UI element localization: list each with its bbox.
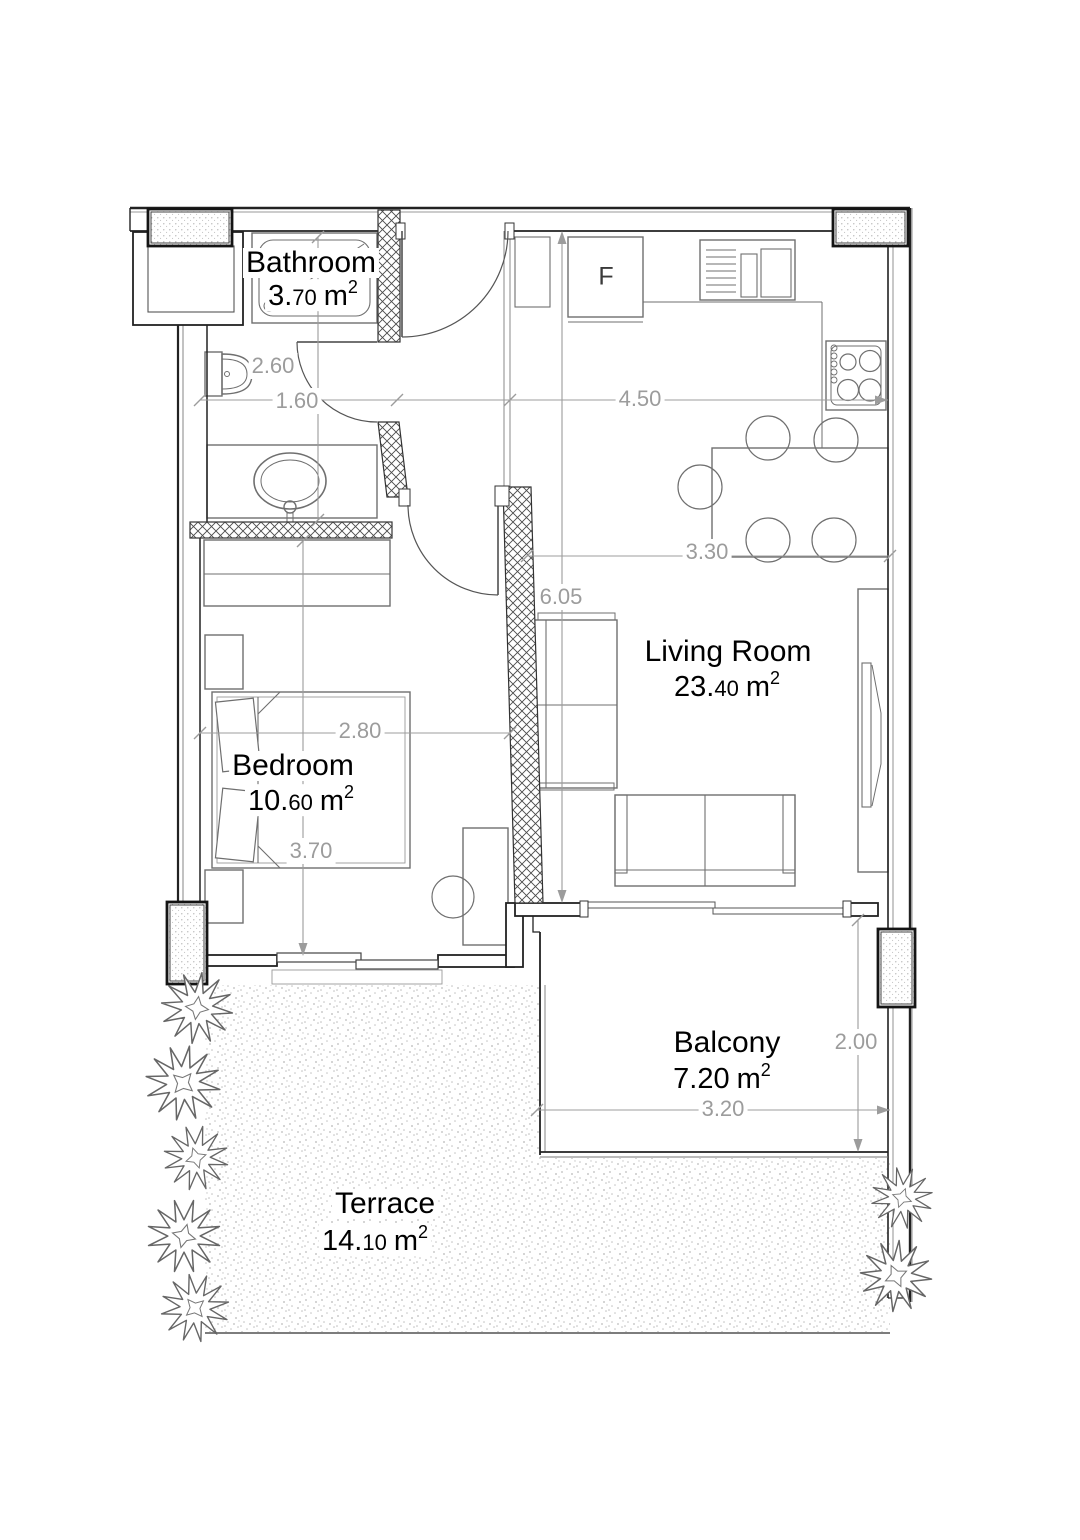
dim-living-width: 3.30	[683, 539, 732, 565]
dim-balcony-depth: 2.00	[832, 1029, 881, 1055]
dim-bathroom-depth: 2.60	[249, 353, 298, 379]
dim-balcony-width: 3.20	[699, 1096, 748, 1122]
living-room-furniture	[528, 589, 888, 886]
room-name-living-room: Living Room	[642, 637, 815, 667]
dim-apartment-depth: 6.05	[537, 584, 586, 610]
room-area-bathroom: 3.70 $m^2$	[265, 279, 361, 311]
dim-bedroom-width: 2.80	[336, 718, 385, 744]
room-area-bedroom: 10.60 $m^2$	[245, 784, 357, 816]
room-area-living-room: 23.40 $m^2$	[671, 670, 783, 702]
room-name-bathroom: Bathroom	[243, 248, 379, 278]
kitchen-units	[515, 237, 888, 448]
dim-kitchen-width: 4.50	[616, 386, 665, 412]
room-area-terrace: 14.10 $m^2$	[319, 1224, 431, 1256]
dim-bedroom-depth: 3.70	[287, 838, 336, 864]
dim-bathroom-width: 1.60	[273, 388, 322, 414]
fridge-label: F	[598, 262, 614, 291]
room-name-terrace: Terrace	[332, 1189, 438, 1219]
room-area-balcony: 7.20 $m^2$	[670, 1062, 774, 1094]
terrace-ground	[205, 985, 890, 1333]
room-name-bedroom: Bedroom	[229, 751, 357, 781]
hallway-boundary	[504, 231, 510, 487]
room-name-balcony: Balcony	[671, 1028, 784, 1058]
